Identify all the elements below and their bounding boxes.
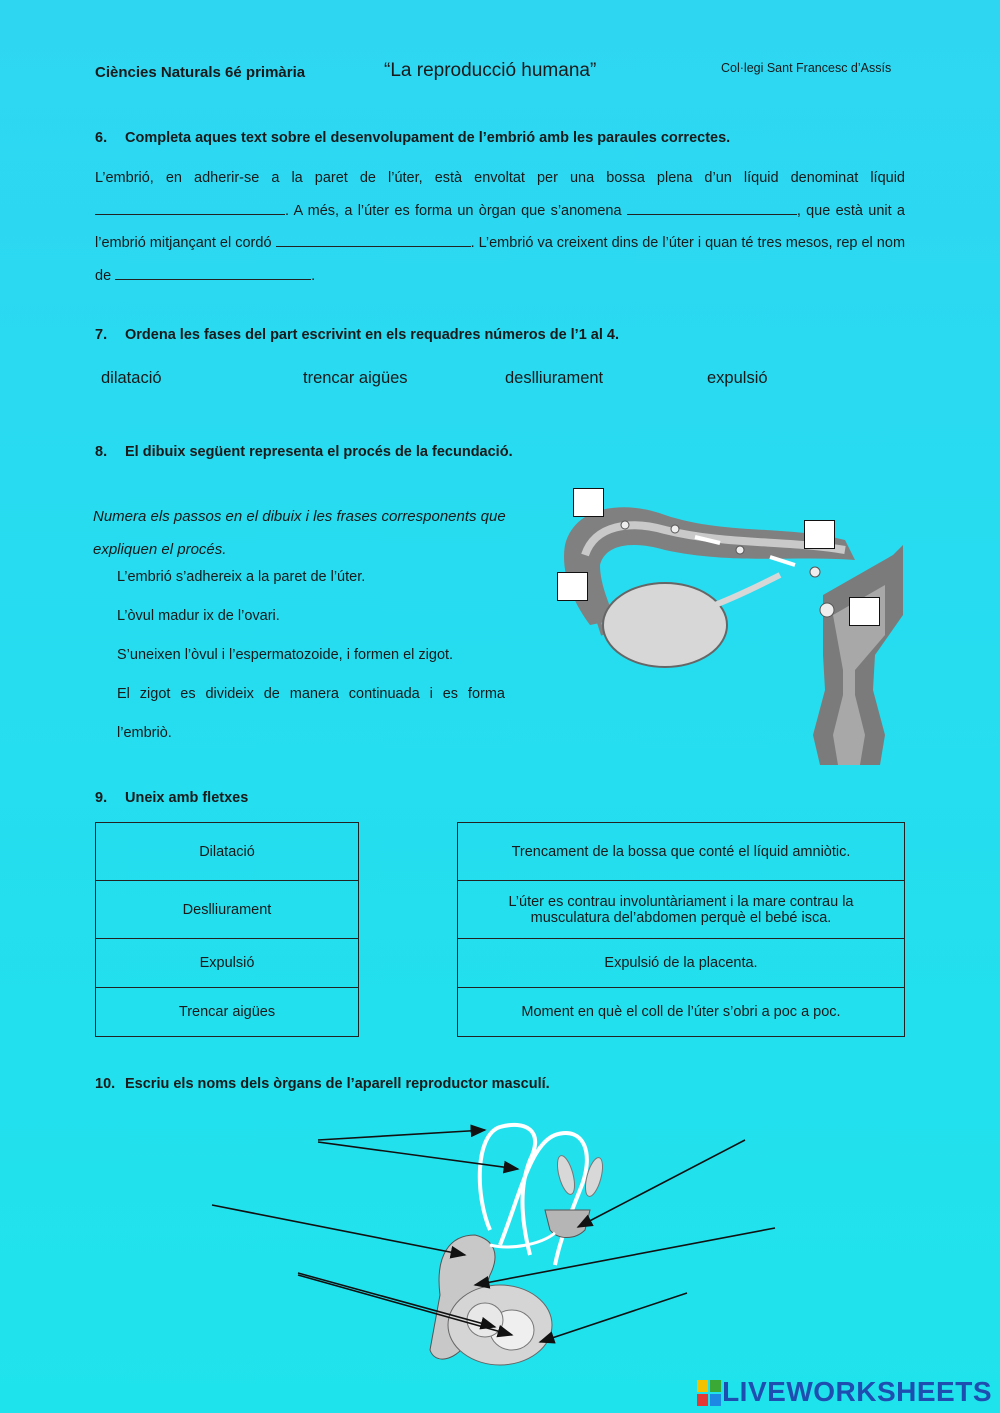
step-sentence: L’embrió s’adhereix a la paret de l’úter. <box>117 569 366 585</box>
question-number: 7. <box>95 327 108 343</box>
question-number: 9. <box>95 790 108 806</box>
diagram-number-box[interactable] <box>849 597 880 626</box>
question-8-instruction: Numera els passos en el dibuix i les frases corresponents que expliquen el procés. <box>93 508 506 558</box>
liveworksheets-logo: LIVEWORKSHEETS <box>722 1376 992 1407</box>
question-number: 6. <box>95 130 108 146</box>
answer-blank-organ[interactable] <box>627 202 797 215</box>
school-name: Col·legi Sant Francesc d’Assís <box>721 61 892 75</box>
step-sentence: El zigot es divideix de manera continuada i es forma l’embriò. <box>117 686 505 741</box>
ovary <box>603 583 727 667</box>
phase-word[interactable]: dilatació <box>101 369 162 387</box>
match-left-cell[interactable]: Dilatació <box>96 823 359 881</box>
diagram-number-box[interactable] <box>557 572 588 601</box>
match-right-cell[interactable]: Moment en què el coll de l’úter s’obri a poc a poc. <box>458 988 905 1037</box>
paragraph-text: . L’embrió va creixent dins de l’úter i quan té tres mesos, rep el nom de <box>95 235 906 284</box>
fertilization-diagram <box>555 485 905 767</box>
question-prompt: Completa aques text sobre el desenvolupament de l’embrió amb les paraules correctes. <box>125 130 731 146</box>
match-right-column <box>457 822 905 1037</box>
label-arrow <box>578 1140 745 1227</box>
question-10-heading <box>95 1076 550 1092</box>
label-arrow <box>475 1228 775 1285</box>
paragraph-text: L’embrió, en adherir-se a la paret de l’úter, està envoltat per una bossa plena d’un líquid denominat líquid <box>95 170 905 186</box>
paragraph-text: , que està unit a l’embrió mitjançant el cordó <box>95 202 905 251</box>
diagram-number-box[interactable] <box>573 488 604 517</box>
egg-cell <box>671 525 679 533</box>
label-arrow <box>540 1293 687 1342</box>
label-arrow <box>318 1130 485 1140</box>
match-left-cell[interactable]: Trencar aigües <box>96 988 359 1037</box>
paragraph-text: . <box>311 267 316 284</box>
question-prompt: El dibuix següent representa el procés de la fecundació. <box>125 444 513 460</box>
male-reproductive-diagram <box>200 1115 790 1370</box>
question-number: 8. <box>95 444 108 460</box>
question-6-heading <box>95 130 730 146</box>
question-prompt: Escriu els noms dels òrgans de l’aparell reproductor masculí. <box>125 1076 550 1092</box>
liveworksheets-logo-icon <box>697 1380 721 1406</box>
question-6-paragraph <box>95 162 905 292</box>
answer-blank-name[interactable] <box>115 267 311 280</box>
egg-cell <box>736 546 744 554</box>
worksheet-title: “La reproducció humana” <box>384 60 597 81</box>
egg-cell <box>621 521 629 529</box>
step-sentence: S’uneixen l’òvul i l’espermatozoide, i formen el zigot. <box>117 647 454 663</box>
zygote <box>810 567 820 577</box>
label-arrow <box>212 1205 465 1255</box>
label-arrow <box>318 1142 518 1169</box>
question-9-heading <box>95 790 248 806</box>
diagram-number-box[interactable] <box>804 520 835 549</box>
phase-word[interactable]: expulsió <box>707 369 768 387</box>
question-number: 10. <box>95 1076 116 1092</box>
match-right-cell[interactable]: L’úter es contrau involuntàriament i la mare contrau la musculatura del’abdomen perquè el bebé isca. <box>458 881 905 939</box>
match-right-cell[interactable]: Trencament de la bossa que conté el líquid amniòtic. <box>458 823 905 881</box>
seminal-vesicle <box>554 1154 578 1196</box>
match-left-column <box>95 822 359 1037</box>
question-prompt: Ordena les fases del part escrivint en els requadres números de l’1 al 4. <box>125 327 620 343</box>
phase-word[interactable]: deslliurament <box>505 369 604 387</box>
subject-title: Ciències Naturals 6é primària <box>95 64 306 81</box>
answer-blank-cord[interactable] <box>276 234 471 247</box>
match-right-cell[interactable]: Expulsió de la placenta. <box>458 939 905 988</box>
question-prompt: Uneix amb fletxes <box>125 790 249 806</box>
question-8-heading <box>95 444 513 460</box>
match-left-cell[interactable]: Deslliurament <box>96 881 359 939</box>
question-7-heading <box>95 327 619 343</box>
step-sentence: L’òvul madur ix de l’ovari. <box>117 608 280 624</box>
embryo <box>820 603 834 617</box>
vas-deferens <box>500 1133 587 1265</box>
answer-blank-liquid[interactable] <box>95 202 285 215</box>
ovarian-ligament <box>715 575 780 605</box>
match-left-cell[interactable]: Expulsió <box>96 939 359 988</box>
vas-deferens <box>480 1125 535 1255</box>
paragraph-text: . A més, a l’úter es forma un òrgan que s’anomena <box>285 202 622 219</box>
phase-word[interactable]: trencar aigües <box>303 369 408 387</box>
